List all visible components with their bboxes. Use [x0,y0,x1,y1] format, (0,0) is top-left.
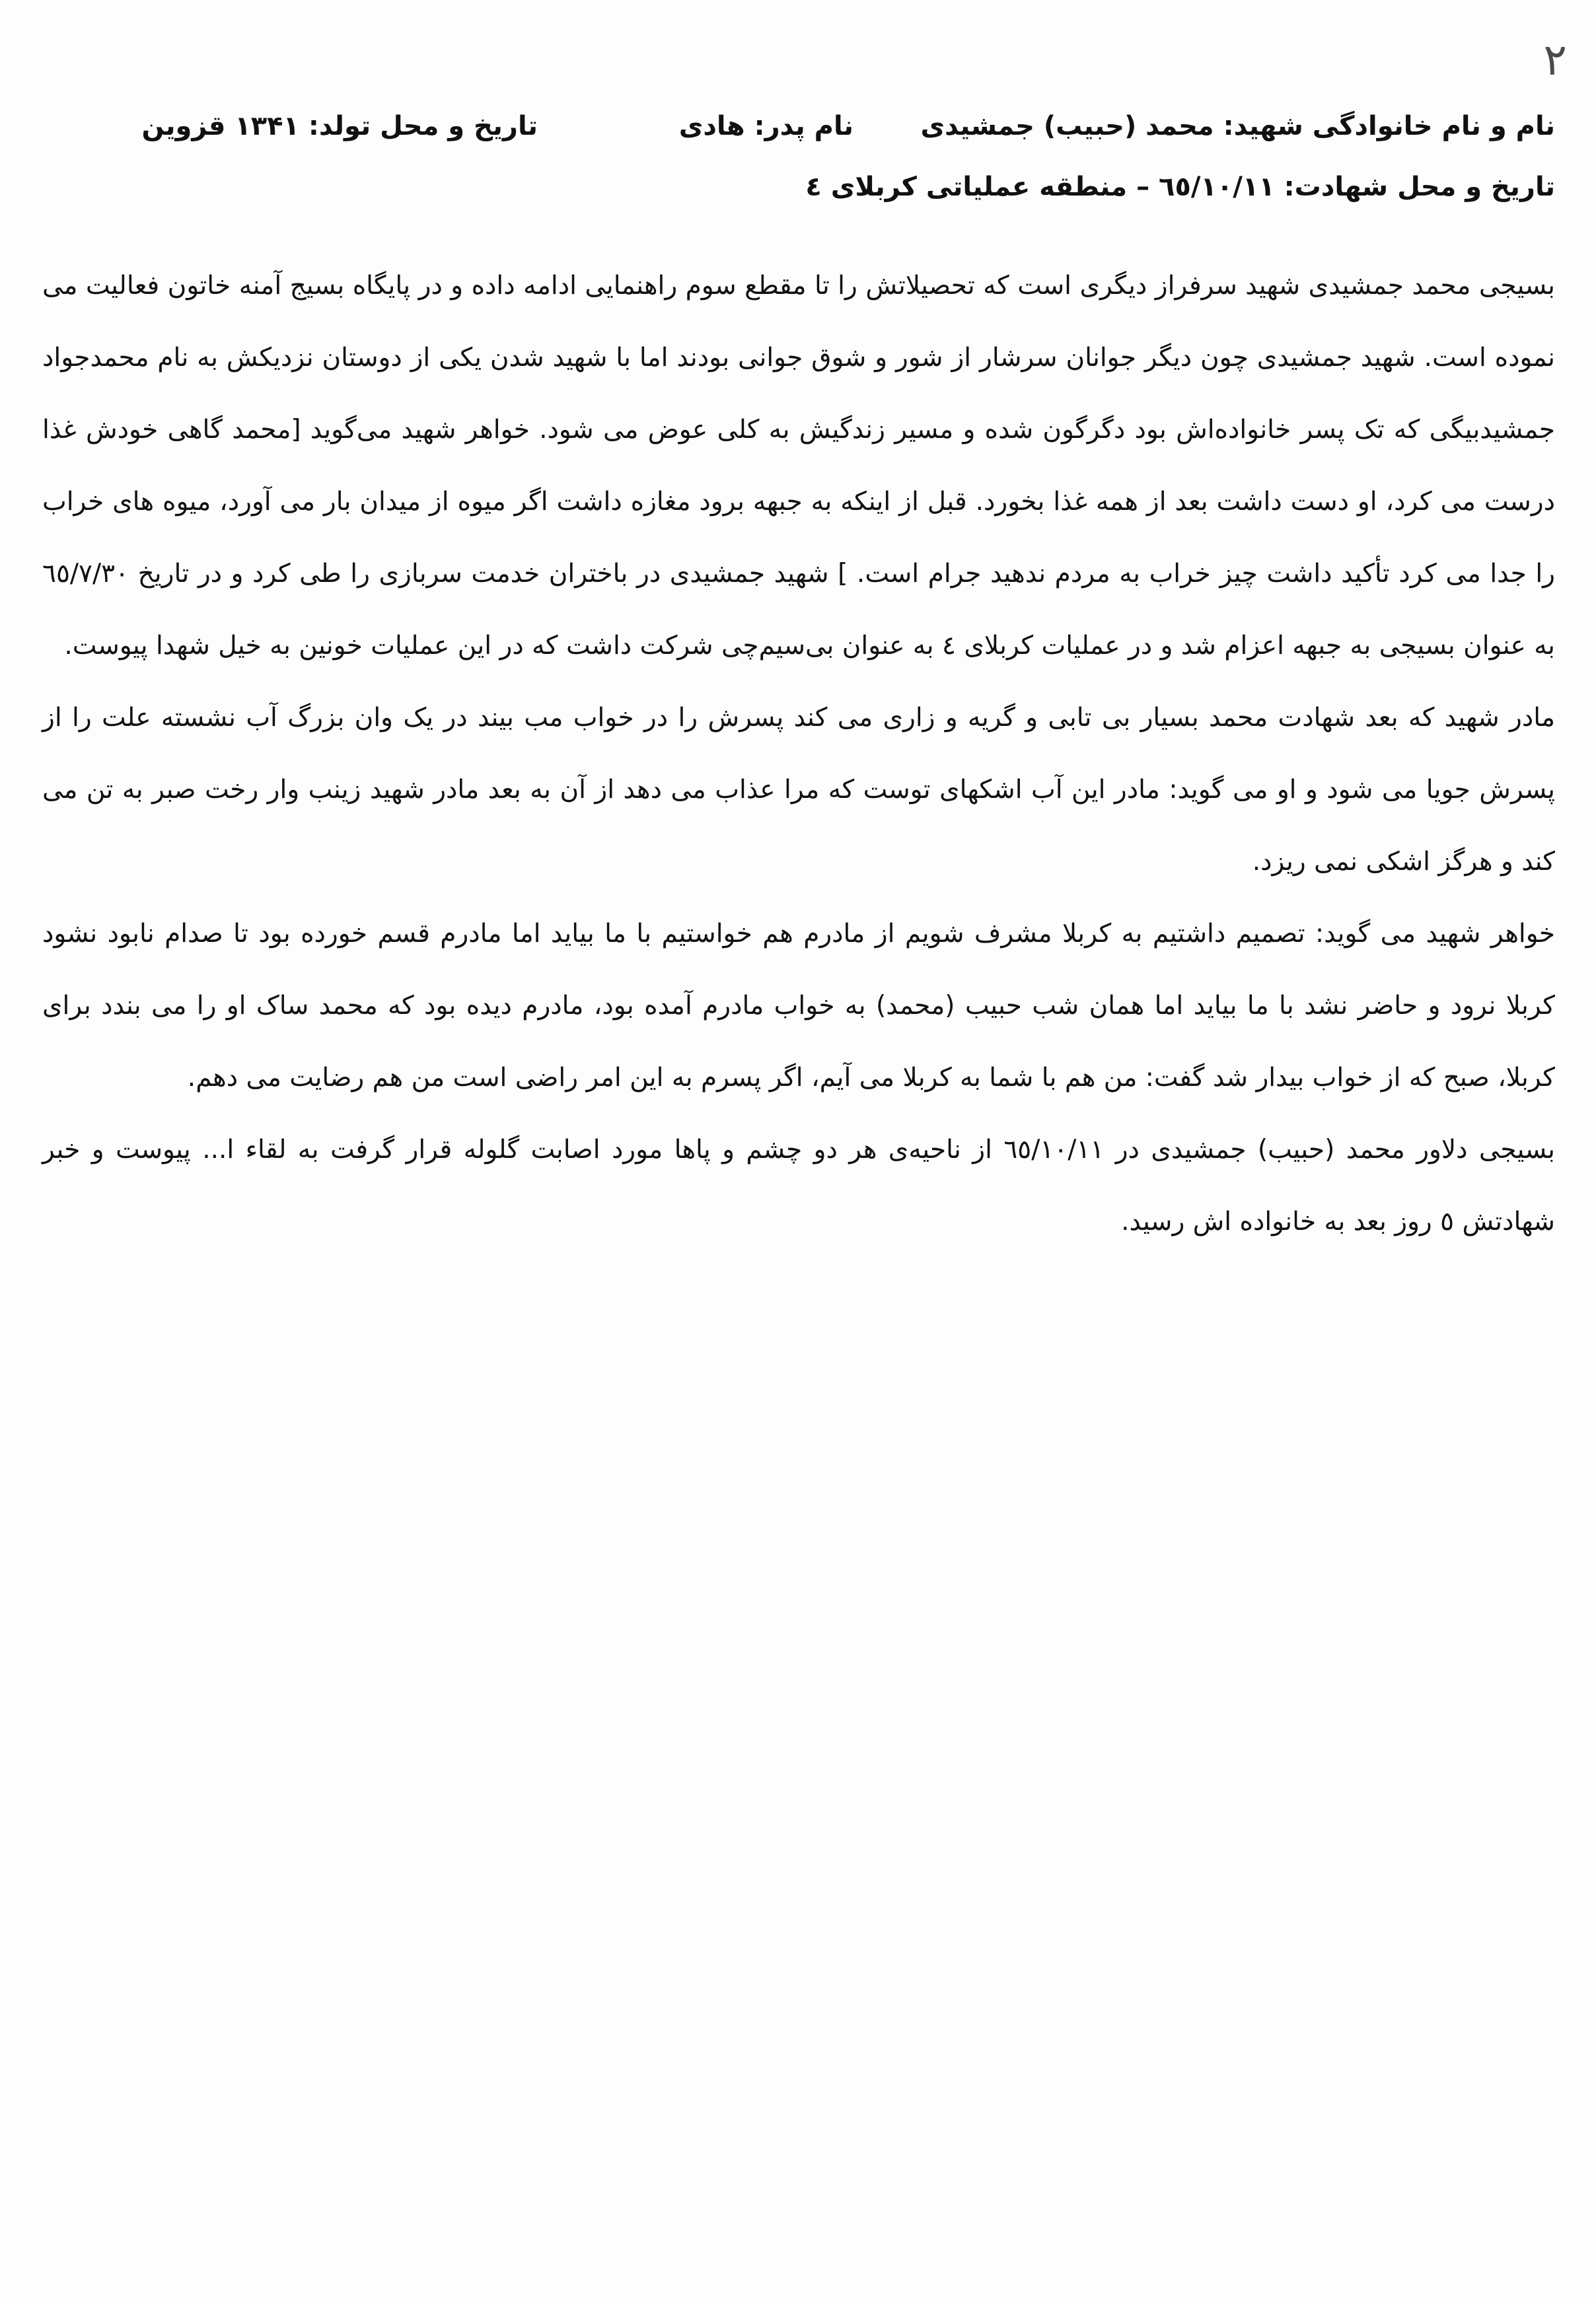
biography-text [42,250,1555,1258]
header-row-identity [41,109,1555,170]
page-number: ۲ [1543,34,1567,85]
paragraph-martyrdom: بسیجی دلاور محمد (حبیب) جمشیدی در ٦٥/١٠/١١ از ناحیه‌ی هر دو چشم و پاها مورد اصابت گلوله قرار گرفت به لقاء ا... پیوست و خبر شهادتش ٥ روز بعد به خانواده اش رسید. [42,1135,1555,1237]
paragraph-sister-account: خواهر شهید می گوید: تصمیم داشتیم به کربلا مشرف شویم از مادرم هم خواستیم با ما بیاید اما مادرم قسم خورده بود تا صدام نابود نشود کربلا نرود و حاضر نشد با ما بیاید اما همان شب حبیب (محمد) به خواب مادرم آمده بود، مادرم دیده بود که محمد ساک او را می بندد برای کربلا، صبح که از خواب بیدار شد گفت: من هم با شما به کربلا می آیم، اگر پسرم به این امر راضی است من هم رضایت می دهم. [42,919,1555,1093]
martyr-name-field: نام و نام خانوادگی شهید: محمد (حبیب) جمشیدی [920,111,1555,141]
paragraph-mother-dream: مادر شهید که بعد شهادت محمد بسیار بی تابی و گریه و زاری می کند پسرش را در خواب مب بیند در یک وان بزرگ آب نشسته علت را از پسرش جویا می شود و او می گوید: مادر این آب اشکهای توست که مرا عذاب می دهد از آن به بعد مادر شهید زینب وار رخت صبر به تن می کند و هرگز اشکی نمی ریزد. [42,703,1555,877]
paragraph-biography: بسیجی محمد جمشیدی شهید سرفراز دیگری است که تحصیلاتش را تا مقطع سوم راهنمایی ادامه داده و در پایگاه بسیج آمنه خاتون فعالیت می نموده است. شهید جمشیدی چون دیگر جوانان سرشار از شور و شوق جوانی بودند اما با شهید شدن یکی از دوستان نزدیکش به نام محمدجواد جمشیدبیگی که تک پسر خانواده‌اش بود دگرگون شده و مسیر زندگیش به کلی عوض می شود. خواهر شهید می‌گوید [محمد گاهی خودش غذا درست می کرد، او دست داشت بعد از همه غذا بخورد. قبل از اینکه به جبهه برود مغازه داشت اگر میوه از میدان بار می آورد، میوه های خراب را جدا می کرد تأکید داشت چیز خراب به مردم ندهید جرام است. ] شهید جمشیدی در باختران خدمت سربازی را طی کرد و در تاریخ ٦٥/٧/٣٠ به عنوان بسیجی به جبهه اعزام شد و در عملیات کربلای ٤ به عنوان بی‌سیم‌چی شرکت داشت که در این عملیات خونین به خیل شهدا پیوست. [42,271,1555,661]
header-row-martyrdom [41,170,1555,231]
birth-date-place-field: تاریخ و محل تولد: ۱۳۴۱ قزوین [141,111,538,141]
document-header [41,109,1555,231]
martyrdom-date-place-field: تاریخ و محل شهادت: ٦٥/١٠/١١ – منطقه عملیاتی کربلای ٤ [805,172,1555,202]
father-name-field: نام پدر: هادی [678,111,853,141]
